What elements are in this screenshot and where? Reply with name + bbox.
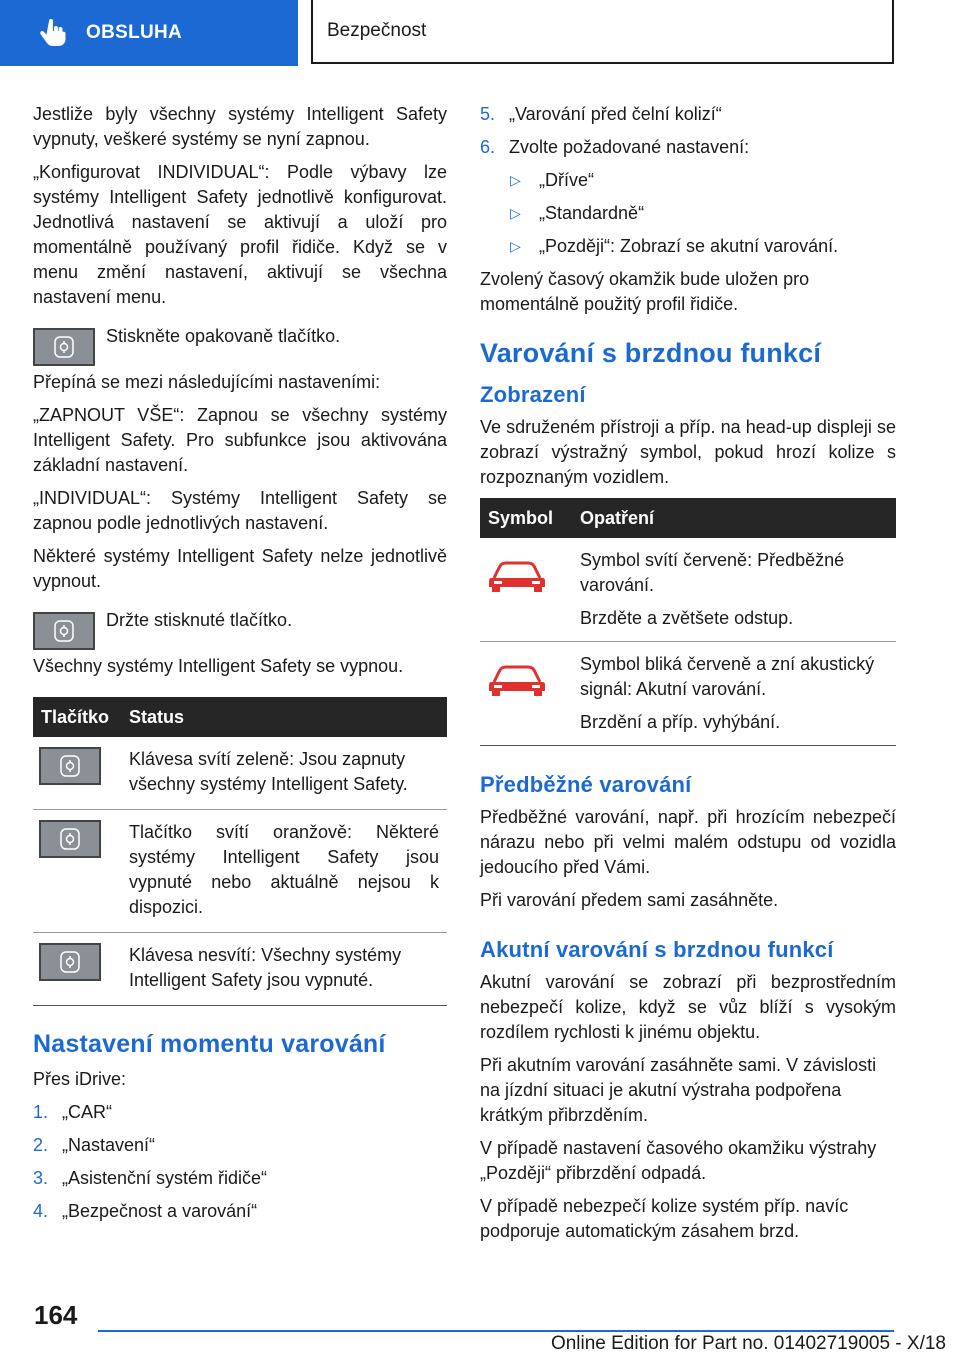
table-row xyxy=(33,933,447,1006)
table-cell: Symbol bliká červeně a zní akustický signál: Akutní varování. Brzdění a příp. vyhýbání. xyxy=(572,642,896,746)
left-column xyxy=(33,102,447,1232)
footer-divider xyxy=(98,1330,894,1332)
intelligent-safety-button-icon xyxy=(33,328,95,366)
chapter-tab[interactable] xyxy=(311,0,894,64)
step-list xyxy=(33,1100,447,1224)
button-instruction-text: Držte stisknuté tlačítko. xyxy=(106,610,293,630)
paragraph: Přepíná se mezi následujícími nastaveními: xyxy=(33,372,381,392)
step-list xyxy=(480,102,896,160)
button-status-table xyxy=(33,697,447,1006)
intelligent-safety-button-icon xyxy=(39,820,101,858)
paragraph: Všechny systémy Intelligent Safety se vypnou. xyxy=(33,656,404,676)
symbol-table xyxy=(480,498,896,746)
option-list xyxy=(480,168,896,259)
hand-pointer-icon xyxy=(38,18,68,48)
list-item: 2. „Nastavení“ xyxy=(33,1135,156,1155)
car-collision-warning-icon xyxy=(486,554,548,594)
paragraph: V případě nebezpečí kolize systém příp. navíc podporuje automatickým zásahem brzd. xyxy=(480,1196,849,1241)
intelligent-safety-button-icon xyxy=(33,612,95,650)
triangle-bullet-icon: ▷ xyxy=(510,172,521,188)
section-label: OBSLUHA xyxy=(86,22,183,43)
paragraph: „ZAPNOUT VŠE“: Zapnou se všechny systémy Intelligent Safety. Pro subfunkce jsou aktivována základní nastavení. xyxy=(33,405,447,475)
table-row xyxy=(480,642,896,746)
intelligent-safety-button-icon xyxy=(39,943,101,981)
paragraph: Zvolený časový okamžik bude uložen pro momentálně použitý profil řidiče. xyxy=(480,269,810,314)
table-header: Symbol xyxy=(480,498,572,538)
section-tab[interactable] xyxy=(0,0,298,66)
table-header: Status xyxy=(121,697,447,737)
paragraph: V případě nastavení časového okamžiku výstrahy „Později“ přibrzdění odpadá. xyxy=(480,1138,877,1183)
list-item: 3. „Asistenční systém řidiče“ xyxy=(33,1168,268,1188)
table-header: Opatření xyxy=(572,498,896,538)
edition-note: Online Edition for Part no. 01402719005 - X/18 xyxy=(550,1333,946,1354)
table-cell: Tlačítko svítí oranžově: Některé systémy Intelligent Safety jsou vypnuté nebo aktuálně nejsou k dispozici. xyxy=(121,810,447,933)
table-row xyxy=(480,538,896,642)
list-item: 1. „CAR“ xyxy=(33,1102,112,1122)
table-header: Tlačítko xyxy=(33,697,121,737)
paragraph: Přes iDrive: xyxy=(33,1069,127,1089)
section-heading: Zobrazení xyxy=(480,382,586,407)
button-instruction xyxy=(33,324,447,366)
section-heading: Předběžné varování xyxy=(480,772,692,797)
paragraph: „INDIVIDUAL“: Systémy Intelligent Safety se zapnou podle jednotlivých nastavení. xyxy=(33,488,447,533)
table-cell: Klávesa nesvítí: Všechny systémy Intelligent Safety jsou vypnuté. xyxy=(121,933,447,1006)
list-item: ▷ „Později“: Zobrazí se akutní varování. xyxy=(510,234,896,259)
paragraph: Předběžné varování, např. při hrozícím nebezpečí nárazu nebo při velmi malém odstupu od vozidla jedoucího před Vámi. xyxy=(480,807,896,877)
chapter-label: Bezpečnost xyxy=(327,20,427,41)
list-item: 6. Zvolte požadované nastavení: xyxy=(480,137,750,157)
list-item: ▷ „Standardně“ xyxy=(510,201,896,226)
table-cell: Symbol svítí červeně: Předběžné varování. Brzděte a zvětšete odstup. xyxy=(572,538,896,642)
paragraph: Ve sdruženém přístroji a příp. na head-up displeji se zobrazí výstražný symbol, pokud hrozí kolize s rozpoznaným vozidlem. xyxy=(480,417,896,487)
intelligent-safety-button-icon xyxy=(39,747,101,785)
section-heading: Nastavení momentu varování xyxy=(33,1030,386,1058)
triangle-bullet-icon: ▷ xyxy=(510,238,521,254)
section-heading: Akutní varování s brzdnou funkcí xyxy=(480,937,834,962)
table-row xyxy=(33,737,447,810)
triangle-bullet-icon: ▷ xyxy=(510,205,521,221)
paragraph: Některé systémy Intelligent Safety nelze jednotlivě vypnout. xyxy=(33,546,447,591)
button-instruction xyxy=(33,608,447,650)
paragraph: „Konfigurovat INDIVIDUAL“: Podle výbavy lze systémy Intelligent Safety jednotlivě konfigurovat. Jednotlivá nastavení se aktivují a uloží pro momentálně používaný profil řidiče. Když se v menu změní nastavení, aktivují se všechna nastavení menu. xyxy=(33,162,447,307)
table-cell: Klávesa svítí zeleně: Jsou zapnuty všechny systémy Intelligent Safety. xyxy=(121,737,447,810)
page-number: 164 xyxy=(34,1300,78,1330)
table-row xyxy=(33,810,447,933)
chapter-heading: Varování s brzdnou funkcí xyxy=(480,338,822,368)
list-item: ▷ „Dříve“ xyxy=(510,168,896,193)
list-item: 4. „Bezpečnost a varování“ xyxy=(33,1201,258,1221)
paragraph: Při varování předem sami zasáhněte. xyxy=(480,890,779,910)
button-instruction-text: Stiskněte opakovaně tlačítko. xyxy=(106,326,341,346)
list-item: 5. „Varování před čelní kolizí“ xyxy=(480,104,722,124)
paragraph: Akutní varování se zobrazí při bezprostředním nebezpečí kolize, když se vůz blíží s vysokým rozdílem rychlosti k jinému objektu. xyxy=(480,972,896,1042)
paragraph: Jestliže byly všechny systémy Intelligent Safety vypnuty, veškeré systémy se nyní zapnou. xyxy=(33,104,447,149)
paragraph: Při akutním varování zasáhněte sami. V závislosti na jízdní situaci je akutní výstraha podpořena krátkým přibrzděním. xyxy=(480,1055,877,1125)
right-column xyxy=(480,102,896,1252)
car-collision-warning-icon xyxy=(486,658,548,698)
